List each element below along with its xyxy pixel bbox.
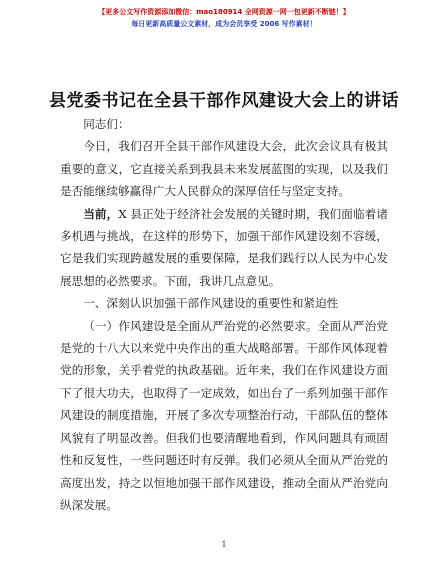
section-heading-1: 一、深刻认识加强干部作风建设的重要性和紧迫性 — [83, 296, 339, 311]
promo-banner — [0, 6, 448, 30]
paragraph-2-rest: X 县正处于经济社会发展的关键时期，我们面临着诸多机遇与挑战，在这样的形势下，加强干部作风建设刻不容缓，它是我们实现跨越发展的重要保障，是我们践行以人民为中心发展思想的必然要求。下面，我讲几点意见。 — [60, 206, 388, 288]
paragraph-3: （一）作风建设是全面从严治党的必然要求。全面从严治党是党的十八大以来党中央作出的重大战略部署。干部作风体现着党的形象，关乎着党的执政基础。近年来，我们在作风建设方面下了很大功夫，也取得了一定成效，如出台了一系列加强干部作风建设的制度措施，开展了多次专项整治行动，干部队伍的整体风貌有了明显改善。但我们也要清醒地看到，作风问题具有顽固性和反复性，一些问题还时有反弹。我们必须从全面从严治党的高度出发，持之以恒地加强干部作风建设，推动全面从严治党向纵深发展。 — [60, 318, 388, 512]
document-title: 县党委书记在全县干部作风建设大会上的讲话 — [49, 91, 399, 111]
document-body — [60, 113, 388, 516]
salutation: 同志们： — [83, 117, 130, 131]
paragraph-1: 今日，我们召开全县干部作风建设大会，此次会议具有极其重要的意义，它直接关系到我县未来发展蓝图的实现，以及我们是否能继续够赢得广大人民群众的深厚信任与坚定支持。 — [60, 139, 388, 199]
paragraph-2-lead: 当前， — [83, 206, 119, 221]
paragraph-2 — [60, 203, 388, 293]
page-number: 1 — [221, 540, 227, 549]
promo-line-1: 【更多公文写作资源添加微信：mao180914 全网资源一网一包更新不断链！】 — [98, 8, 350, 16]
promo-line-2: 每日更新高质量公文素材，成为会员享受 2006 写作素材！ — [131, 20, 317, 28]
